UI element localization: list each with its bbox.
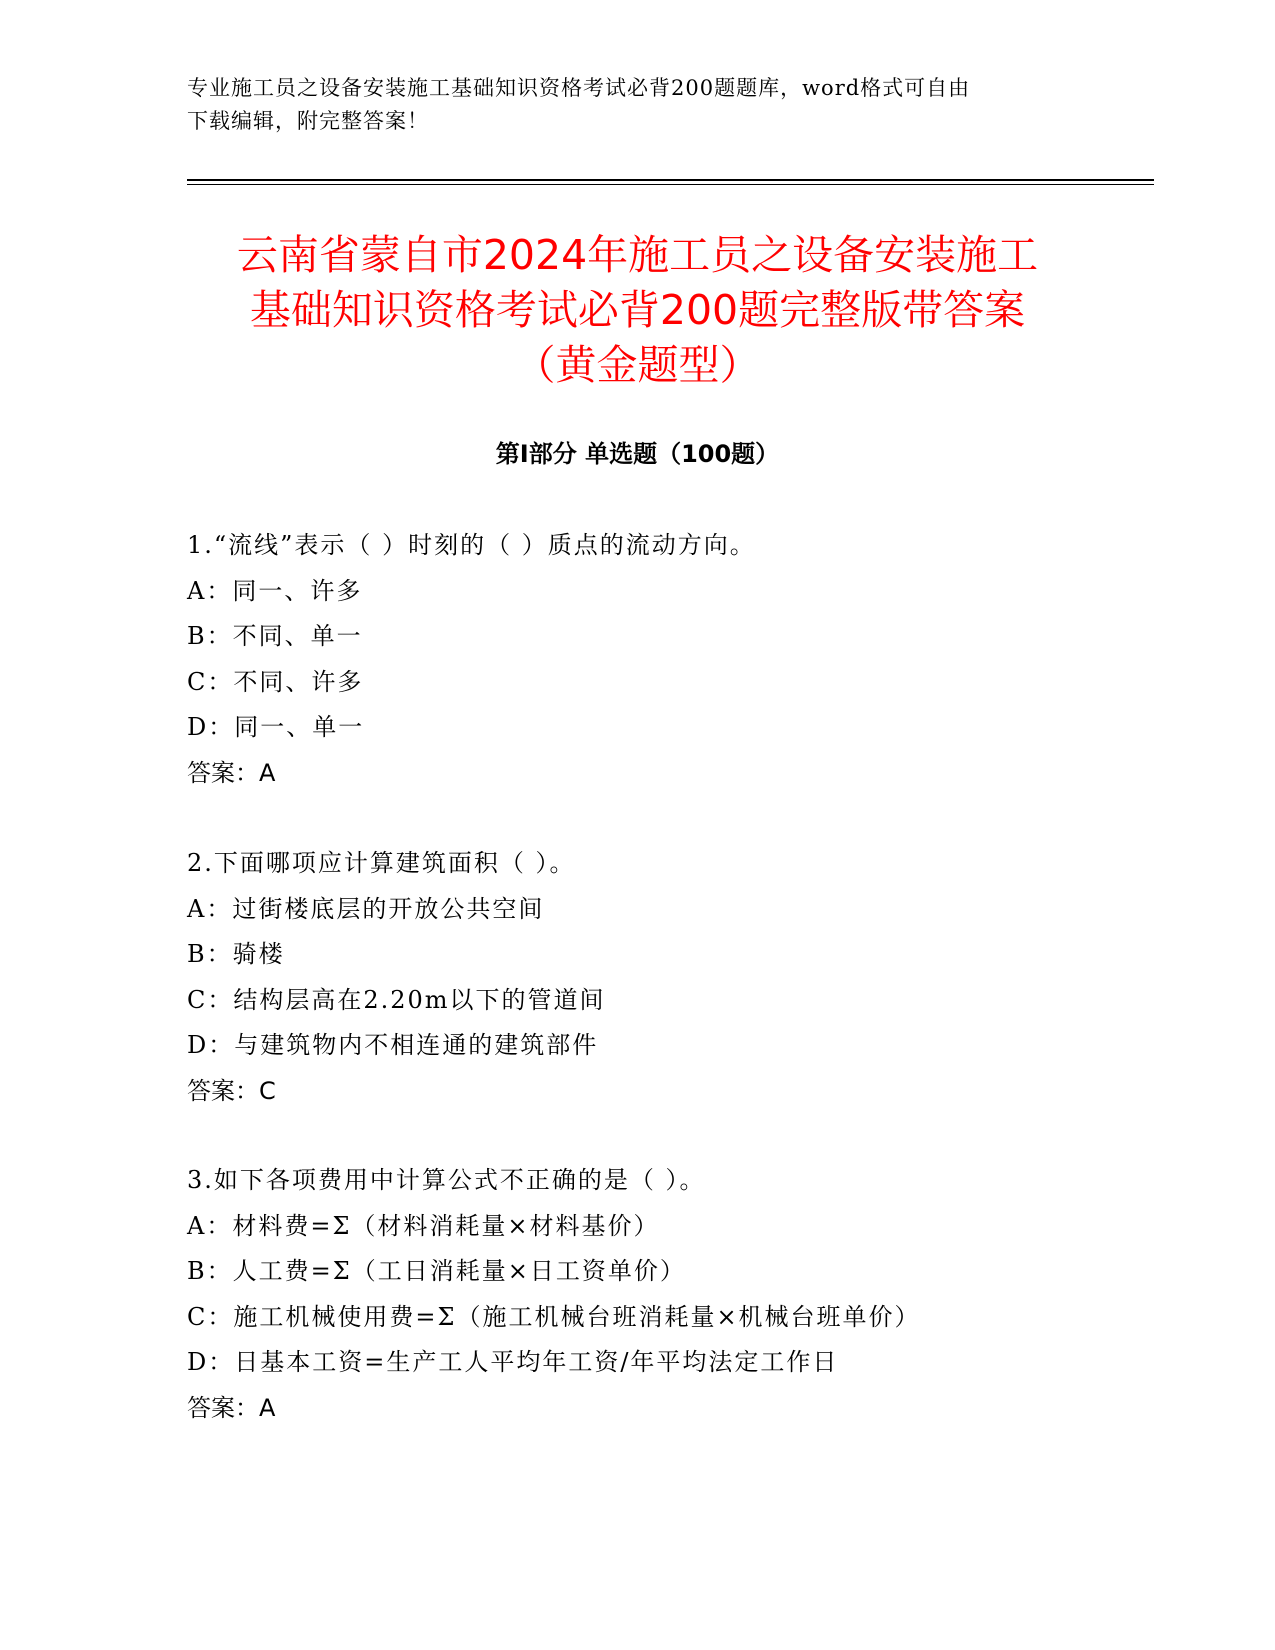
option-b: B：骑楼	[187, 940, 285, 968]
option-d: D：与建筑物内不相连通的建筑部件	[187, 1031, 599, 1059]
document-title-line-2: 基础知识资格考试必背200题完整版带答案	[249, 286, 1026, 334]
header-divider-thick	[187, 179, 1154, 181]
question-2	[187, 841, 1137, 1114]
option-a: A：同一、许多	[187, 576, 363, 605]
option-c: C：不同、许多	[187, 667, 364, 696]
option-c: C：施工机械使用费=Σ（施工机械台班消耗量×机械台班单价）	[187, 1302, 921, 1331]
answer: 答案：A	[187, 758, 276, 787]
header-divider-thin	[187, 184, 1154, 185]
option-a: A：过街楼底层的开放公共空间	[187, 894, 545, 923]
header-note	[187, 72, 1087, 138]
option-c: C：结构层高在2.20m以下的管道间	[187, 985, 606, 1014]
header-note-line-2: 下载编辑，附完整答案！	[187, 109, 429, 133]
option-d: D：日基本工资=生产工人平均年工资/年平均法定工作日	[187, 1348, 839, 1376]
option-b: B：人工费=Σ（工日消耗量×日工资单价）	[187, 1257, 686, 1285]
question-stem: 1.“流线”表示（ ）时刻的（ ）质点的流动方向。	[187, 531, 756, 559]
option-a: A：材料费=Σ（材料消耗量×材料基价）	[187, 1211, 660, 1240]
answer: 答案：A	[187, 1393, 276, 1422]
question-stem: 2.下面哪项应计算建筑面积（ ）。	[187, 849, 576, 877]
question-stem: 3.如下各项费用中计算公式不正确的是（ ）。	[187, 1166, 706, 1194]
section-title: 第Ⅰ部分 单选题（100题）	[495, 440, 780, 468]
option-d: D：同一、单一	[187, 713, 365, 741]
header-note-line-1: 专业施工员之设备安装施工基础知识资格考试必背200题题库，word格式可自由	[187, 76, 971, 100]
document-title-line-3: （黄金题型）	[514, 341, 761, 389]
question-1	[187, 523, 1137, 796]
question-3	[187, 1158, 1137, 1431]
option-b: B：不同、单一	[187, 622, 363, 650]
answer: 答案：C	[187, 1076, 276, 1105]
document-title-line-1: 云南省蒙自市2024年施工员之设备安装施工	[236, 231, 1039, 279]
document-title	[150, 228, 1125, 393]
